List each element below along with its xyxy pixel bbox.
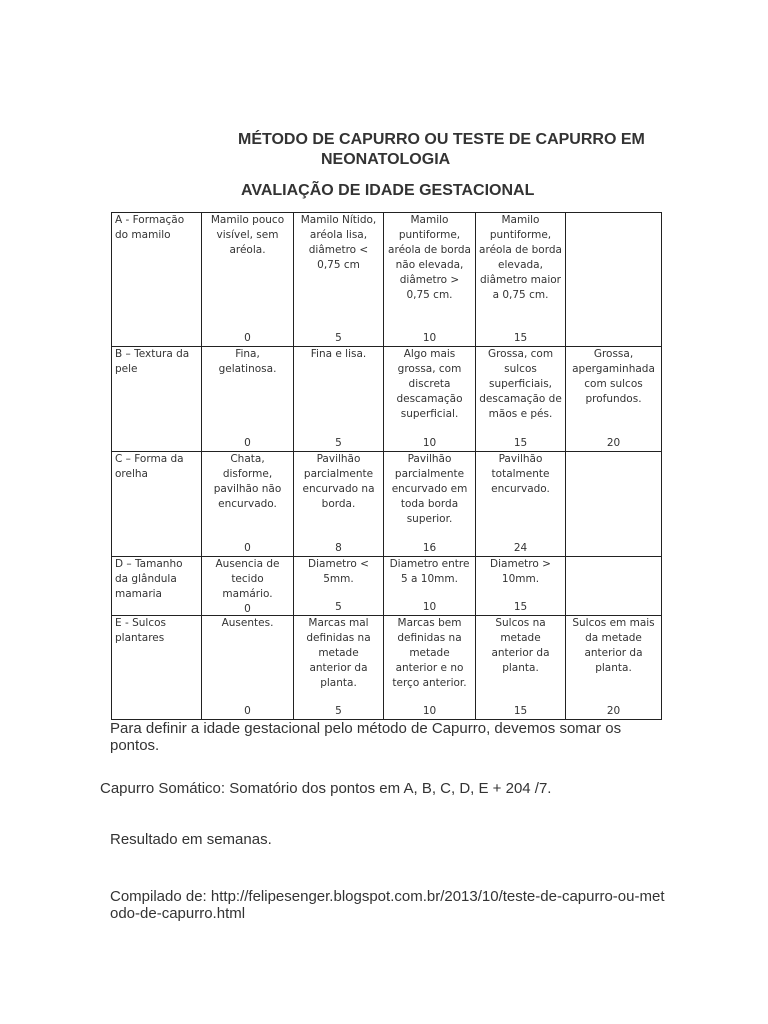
table-row xyxy=(112,347,662,452)
cell-description: Chata, disforme, pavilhão não encurvado. xyxy=(213,453,282,510)
table-cell xyxy=(476,347,566,452)
cell-points: 0 xyxy=(244,705,251,717)
row-label: E - Sulcos plantares xyxy=(112,616,202,720)
cell-description: Mamilo puntiforme, aréola de borda elevada, diâmetro maior a 0,75 cm. xyxy=(479,214,562,301)
cell-points: 5 xyxy=(335,601,342,613)
cell-points: 24 xyxy=(513,542,528,554)
table-cell xyxy=(566,452,662,557)
cell-points: 20 xyxy=(606,437,621,449)
cell-description: Pavilhão parcialmente encurvado em toda borda superior. xyxy=(391,453,468,525)
table-cell xyxy=(384,452,476,557)
document-title-line1: MÉTODO DE CAPURRO OU TESTE DE CAPURRO EM xyxy=(238,131,645,148)
table-cell xyxy=(294,616,384,720)
paragraph-source: Compilado de: http://felipesenger.blogspot.com.br/2013/10/teste-de-capurro-ou-metodo-de-capurro.html xyxy=(110,888,665,922)
cell-description: Mamilo puntiforme, aréola de borda não elevada, diâmetro > 0,75 cm. xyxy=(388,214,471,301)
cell-description: Sulcos na metade anterior da planta. xyxy=(491,617,550,674)
cell-description: Grossa, apergaminhada com sulcos profundos. xyxy=(572,348,655,405)
paragraph-instructions: Para definir a idade gestacional pelo método de Capurro, devemos somar os pontos. xyxy=(110,720,622,754)
table-cell xyxy=(202,213,294,347)
cell-points: 20 xyxy=(606,705,621,717)
cell-description: Diametro entre 5 a 10mm. xyxy=(389,558,470,585)
cell-description: Diametro < 5mm. xyxy=(308,558,369,585)
capurro-table xyxy=(111,212,662,720)
cell-points: 10 xyxy=(422,332,437,344)
table-cell xyxy=(566,557,662,616)
table-cell xyxy=(384,347,476,452)
cell-points: 0 xyxy=(244,542,251,554)
cell-description: Sulcos em mais da metade anterior da planta. xyxy=(572,617,655,674)
document-title-line2: NEONATOLOGIA xyxy=(321,151,451,168)
cell-points: 8 xyxy=(335,542,342,554)
table-cell xyxy=(566,213,662,347)
table-cell xyxy=(476,616,566,720)
cell-description: Ausencia de tecido mamário. xyxy=(215,558,280,600)
cell-points: 15 xyxy=(513,437,528,449)
cell-description: Pavilhão totalmente encurvado. xyxy=(491,453,550,495)
cell-description: Diametro > 10mm. xyxy=(490,558,551,585)
cell-points: 5 xyxy=(335,437,342,449)
table-cell xyxy=(476,452,566,557)
cell-description: Marcas bem definidas na metade anterior e no terço anterior. xyxy=(392,617,467,689)
cell-description: Mamilo Nítido, aréola lisa, diâmetro < 0,75 cm xyxy=(300,214,377,271)
cell-points: 16 xyxy=(422,542,437,554)
row-label: A - Formação do mamilo xyxy=(112,213,202,347)
row-label: C – Forma da orelha xyxy=(112,452,202,557)
cell-points: 10 xyxy=(422,437,437,449)
cell-points: 10 xyxy=(422,705,437,717)
paragraph-result: Resultado em semanas. xyxy=(110,831,272,848)
table-cell xyxy=(384,557,476,616)
cell-points: 5 xyxy=(335,332,342,344)
row-label: B – Textura da pele xyxy=(112,347,202,452)
table-cell xyxy=(294,213,384,347)
table-cell xyxy=(294,347,384,452)
table-cell xyxy=(476,213,566,347)
table-row xyxy=(112,616,662,720)
cell-points: 15 xyxy=(513,705,528,717)
cell-description: Pavilhão parcialmente encurvado na borda. xyxy=(302,453,375,510)
table-cell xyxy=(384,213,476,347)
cell-description: Fina, gelatinosa. xyxy=(218,348,277,375)
cell-description: Ausentes. xyxy=(221,617,274,629)
cell-points: 5 xyxy=(335,705,342,717)
table-row xyxy=(112,213,662,347)
table-cell xyxy=(202,347,294,452)
cell-description: Algo mais grossa, com discreta descamação superficial. xyxy=(396,348,463,420)
cell-points: 0 xyxy=(244,332,251,344)
table-cell xyxy=(294,452,384,557)
table-cell xyxy=(294,557,384,616)
cell-description: Marcas mal definidas na metade anterior da planta. xyxy=(306,617,371,689)
table-cell xyxy=(202,557,294,616)
cell-description: Mamilo pouco visível, sem aréola. xyxy=(210,214,285,256)
cell-points: 10 xyxy=(422,601,437,613)
table-cell xyxy=(476,557,566,616)
cell-points: 0 xyxy=(244,603,251,615)
cell-points: 0 xyxy=(244,437,251,449)
table-cell xyxy=(202,452,294,557)
table-cell xyxy=(566,616,662,720)
document-subtitle: AVALIAÇÃO DE IDADE GESTACIONAL xyxy=(241,182,535,199)
cell-description: Grossa, com sulcos superficiais, descamação de mãos e pés. xyxy=(479,348,562,420)
cell-description: Fina e lisa. xyxy=(310,348,367,360)
table-row xyxy=(112,557,662,616)
table-cell xyxy=(202,616,294,720)
cell-points: 15 xyxy=(513,332,528,344)
table-row xyxy=(112,452,662,557)
cell-points: 15 xyxy=(513,601,528,613)
table-cell xyxy=(384,616,476,720)
table-cell xyxy=(566,347,662,452)
paragraph-formula: Capurro Somático: Somatório dos pontos em A, B, C, D, E + 204 /7. xyxy=(100,780,552,797)
row-label: D – Tamanho da glândula mamaria xyxy=(112,557,202,616)
